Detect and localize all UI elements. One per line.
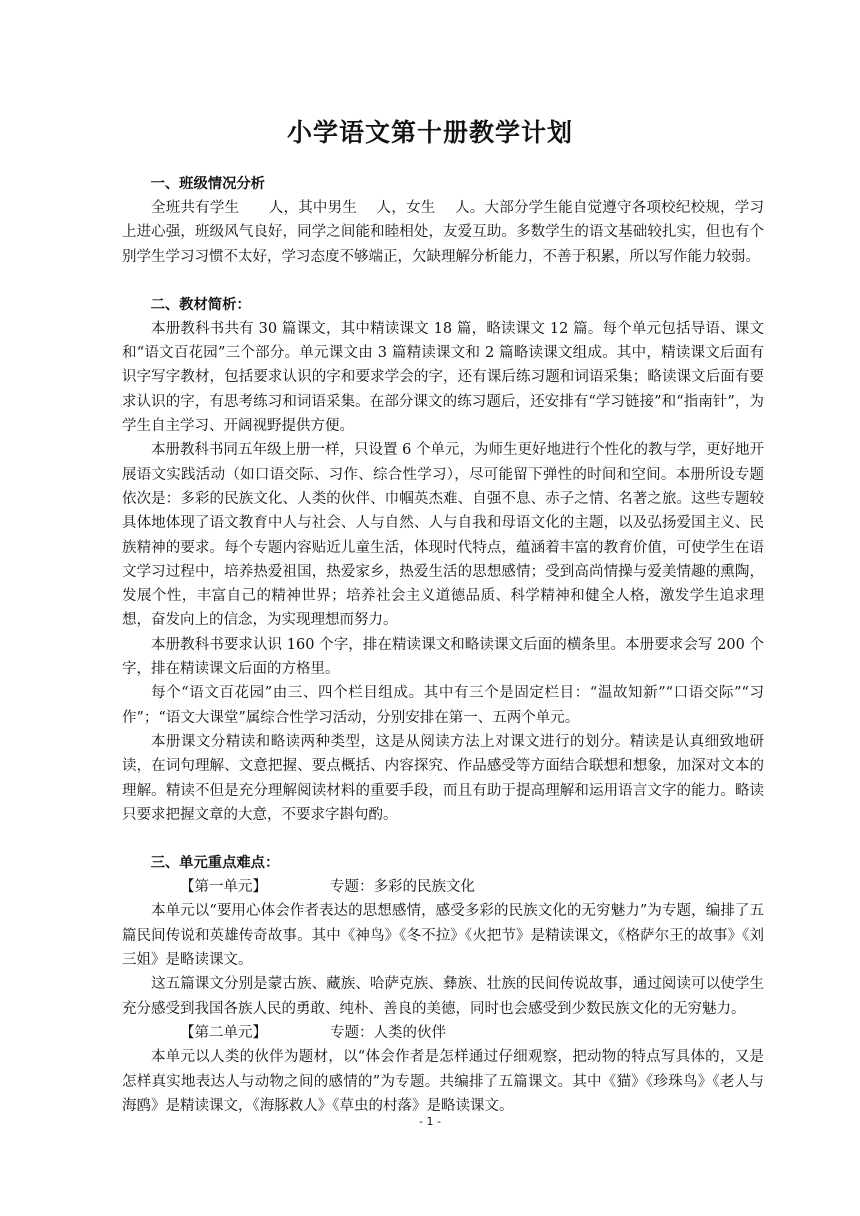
- paragraph: 这五篇课文分别是蒙古族、藏族、哈萨克族、彝族、壮族的民间传说故事，通过阅读可以使学生充分感受到我国各族人民的勇敢、纯朴、善良的美德，同时也会感受到少数民族文化的无穷魅力。: [122, 976, 764, 1017]
- section-heading-class-analysis: 一、班级情况分析: [150, 176, 265, 192]
- document-body: [122, 172, 764, 1118]
- paragraph: 本册教科书要求认识 160 个字，排在精读课文和略读课文后面的横条里。本册要求会写 200 个字，排在精读课文后面的方格里。: [122, 636, 764, 678]
- paragraph: 全班共有学生 人，其中男生 人，女生 人。大部分学生能自觉遵守各项校纪校规，学习上进心强，班级风气良好，同学之间能和睦相处，友爱互助。多数学生的语文基础较扎实，但也有个别学生学习习惯不太好，学习态度不够端正，欠缺理解分析能力，不善于积累，所以写作能力较弱。: [122, 200, 764, 265]
- paragraph: 每个“语文百花园”由三、四个栏目组成。其中有三个是固定栏目：“温故知新”“口语交际”“习作”；“语文大课堂”属综合性学习活动，分别安排在第一、五两个单元。: [122, 685, 764, 726]
- paragraph: 本单元以“要用心体会作者表达的思想感情，感受多彩的民族文化的无穷魅力”为专题，编排了五篇民间传说和英雄传奇故事。其中《神鸟》《冬不拉》《火把节》是精读课文，《格萨尔王的故事》《刘三姐》是略读课文。: [122, 903, 764, 969]
- document-title: 小学语文第十册教学计划: [286, 118, 573, 147]
- paragraph: 本单元以人类的伙伴为题材，以“体会作者是怎样通过仔细观察，把动物的特点写具体的，又是怎样真实地表达人与动物之间的感情的”为专题。共编排了五篇课文。其中《猫》《珍珠鸟》《老人与海鸥》是精读课文，《海豚救人》《草虫的村落》是略读课文。: [122, 1049, 764, 1114]
- paragraph: 本册教科书同五年级上册一样，只设置 6 个单元，为师生更好地进行个性化的教与学，更好地开展语文实践活动（如口语交际、习作、综合性学习），尽可能留下弹性的时间和空间。本册所设专题依次是：多彩的民族文化、人类的伙伴、巾帼英杰难、自强不息、赤子之情、名著之旅。这些专题较具体地体现了语文教育中人与社会、人与自然、人与自我和母语文化的主题，以及弘扬爱国主义、民族精神的要求。每个专题内容贴近儿童生活，体现时代特点，蕴涵着丰富的教育价值，可使学生在语文学习过程中，培养热爱祖国，热爱家乡，热爱生活的思想感情；受到高尚情操与爱美情趣的熏陶，发展个性，丰富自己的精神世界；培养社会主义道德品质、科学精神和健全人格，激发学生追求理想，奋发向上的信念，为实现理想而努力。: [122, 442, 764, 629]
- paragraph: 本册课文分精读和略读两种类型，这是从阅读方法上对课文进行的划分。精读是认真细致地研读，在词句理解、文意把握、要点概括、内容探究、作品感受等方面结合联想和想象，加深对文本的理解。精读不但是充分理解阅读材料的重要手段，而且有助于提高理解和运用语言文字的能力。略读只要求把握文章的大意，不要求字斟句酌。: [122, 733, 764, 823]
- section-gap: [122, 827, 764, 851]
- unit-1-header: [122, 875, 764, 899]
- section-heading-unit-focus: 三、单元重点难点：: [150, 855, 280, 872]
- unit-2-header: [122, 1021, 764, 1045]
- unit-2-topic: 专题：人类的伙伴: [330, 1024, 446, 1041]
- unit-2-tag: 【第二单元】: [180, 1024, 267, 1041]
- unit-1-tag: 【第一单元】: [180, 879, 267, 896]
- paragraph: 本册教科书共有 30 篇课文，其中精读课文 18 篇，略读课文 12 篇。每个单元包括导语、课文和“语文百花园”三个部分。单元课文由 3 篇精读课文和 2 篇略读课文组成。其中，精读课文后面有识字写字教材，包括要求认识的字和要求学会的字，还有课后练习题和词语采集；略读课文后面有要求认识的字，有思考练习和词语采集。在部分课文的练习题后，还安排有“学习链接”和“指南针”，为学生自主学习、开阔视野提供方便。: [122, 320, 764, 435]
- section-heading-textbook-analysis: 二、教材简析：: [150, 296, 251, 313]
- unit-1-topic: 专题：多彩的民族文化: [330, 879, 475, 896]
- page-number: - 1 -: [419, 1115, 441, 1128]
- section-gap: [122, 269, 764, 293]
